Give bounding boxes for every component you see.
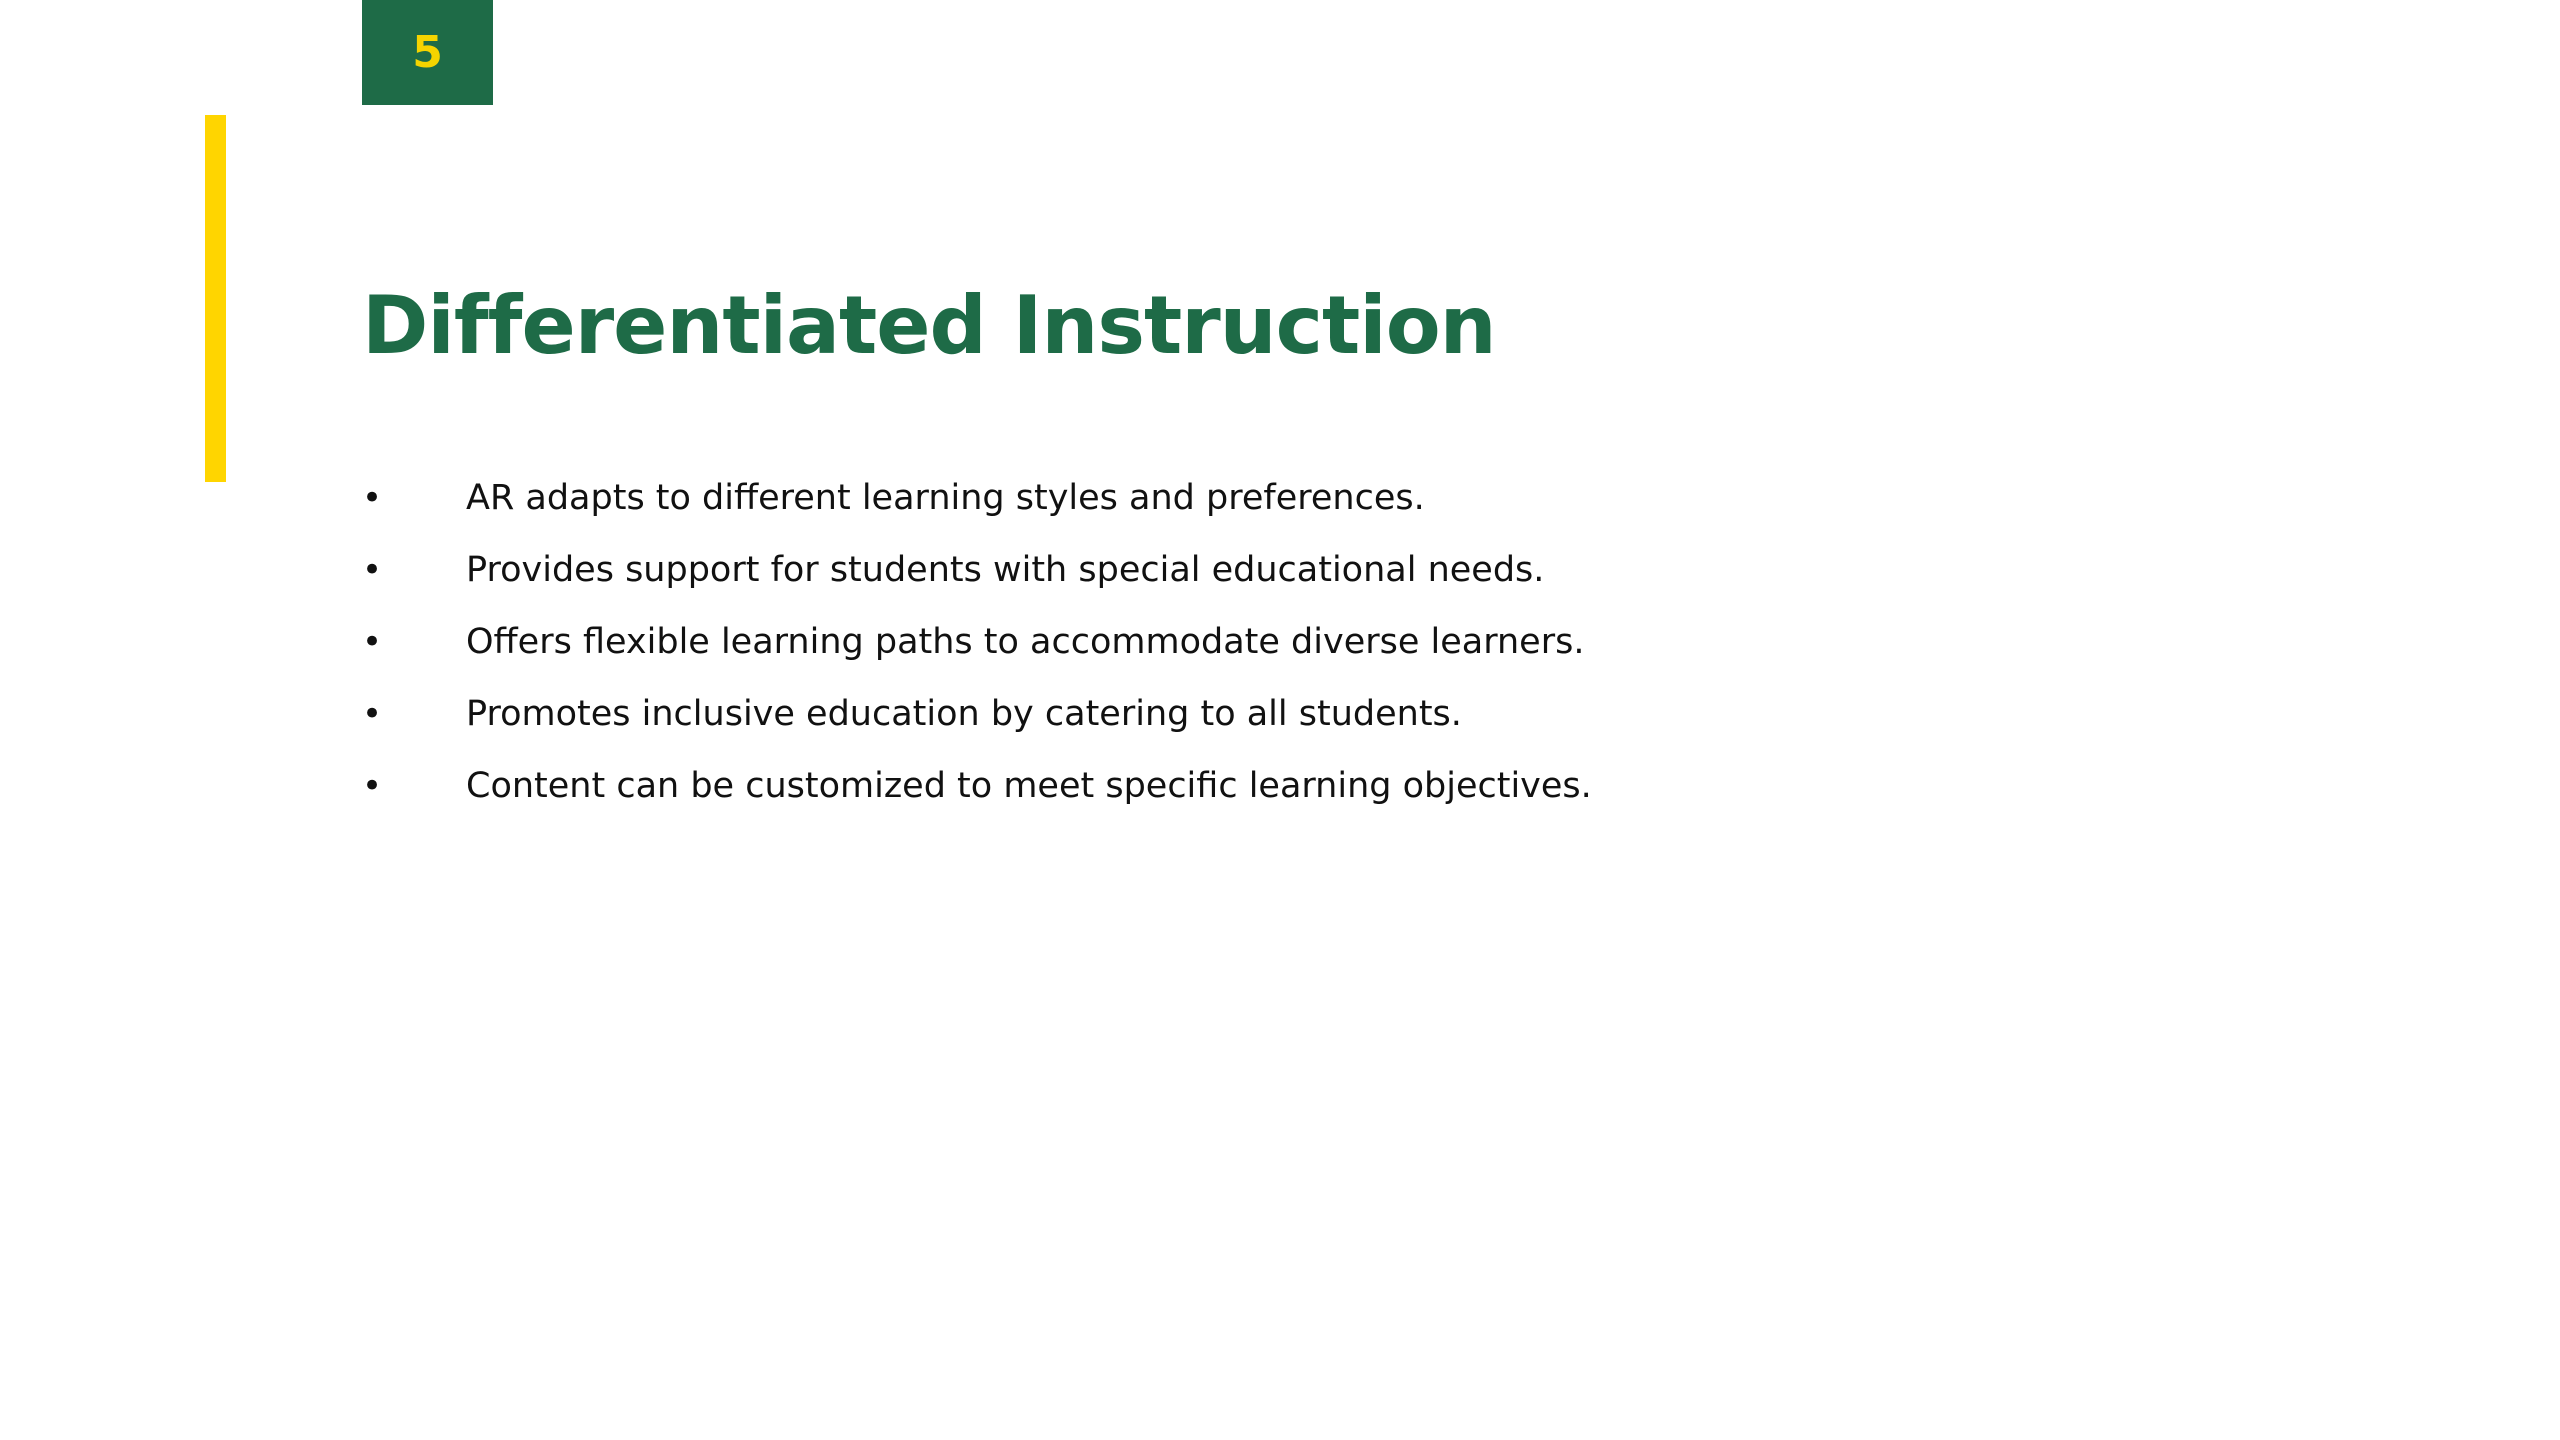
bullet-text: Content can be customized to meet specific learning objectives. [466,765,1592,806]
bullet-item [362,462,1592,534]
slide-title: Differentiated Instruction [362,279,1496,372]
bullet-text: Provides support for students with special educational needs. [466,549,1545,590]
bullet-icon: • [362,478,383,518]
bullet-item [362,606,1592,678]
bullet-item [362,534,1592,606]
page-number-badge [362,0,493,105]
bullet-item [362,678,1592,750]
bullet-item [362,750,1592,822]
bullet-text: AR adapts to different learning styles and preferences. [466,477,1425,518]
bullet-text: Offers flexible learning paths to accommodate diverse learners. [466,621,1585,662]
bullet-icon: • [362,766,383,806]
bullet-list [362,462,1592,822]
bullet-text: Promotes inclusive education by catering to all students. [466,693,1462,734]
page-number: 5 [412,26,443,78]
bullet-icon: • [362,550,383,590]
bullet-icon: • [362,622,383,662]
bullet-icon: • [362,694,383,734]
accent-bar [205,115,226,482]
